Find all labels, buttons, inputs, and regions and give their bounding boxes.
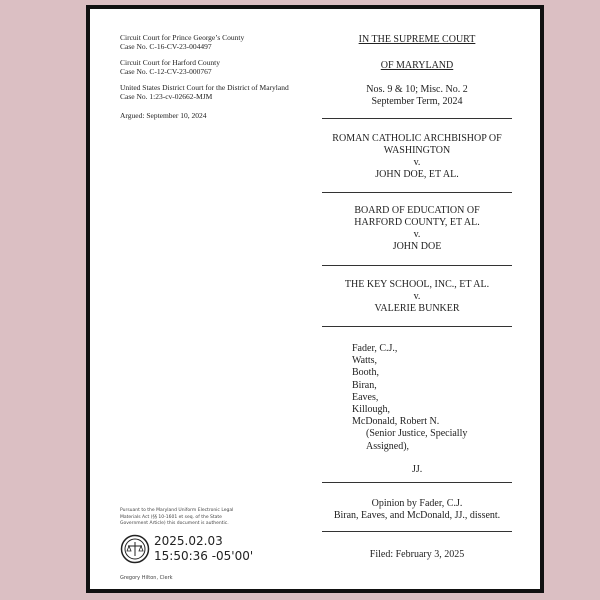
lower-court-1 xyxy=(120,33,244,51)
divider xyxy=(322,531,512,532)
argued-date: Argued: September 10, 2024 xyxy=(120,111,207,120)
signature-time: 15:50:36 -05'00' xyxy=(154,549,254,563)
signature-timestamp xyxy=(154,534,253,564)
party: JOHN DOE, ET AL. xyxy=(375,169,459,180)
judge: Watts, xyxy=(352,355,378,367)
court-name: Circuit Court for Prince George’s County xyxy=(120,33,245,42)
divider xyxy=(322,118,512,119)
court-name: United States District Court for the District of Maryland xyxy=(120,83,289,92)
party: VALERIE BUNKER xyxy=(374,303,460,314)
judge: Booth, xyxy=(352,367,379,379)
dissent: Biran, Eaves, and McDonald, JJ., dissent. xyxy=(333,510,501,521)
party: HARFORD COUNTY, ET AL. xyxy=(354,217,480,228)
judge: Eaves, xyxy=(352,391,379,403)
judges-list xyxy=(352,343,467,476)
cert-line: Pursuant to the Maryland Uniform Electronic Legal xyxy=(120,508,234,513)
judge: Assigned), xyxy=(366,440,410,452)
clerk-name: Gregory Hilton, Clerk xyxy=(120,575,173,581)
court-name: Circuit Court for Harford County xyxy=(120,58,220,67)
case-number: Case No. 1:23-cv-02662-MJM xyxy=(120,92,213,101)
party: THE KEY SCHOOL, INC., ET AL. xyxy=(344,279,490,290)
party: JOHN DOE xyxy=(392,241,442,252)
certification-text xyxy=(120,508,233,528)
filed-date: Filed: February 3, 2025 xyxy=(369,549,465,560)
divider xyxy=(322,265,512,266)
signature-date: 2025.02.03 xyxy=(154,534,223,548)
case-number: Case No. C-16-CV-23-004497 xyxy=(120,42,212,51)
case-caption-3 xyxy=(322,279,512,315)
versus: v. xyxy=(413,291,421,302)
judges-suffix: JJ. xyxy=(412,463,423,475)
divider xyxy=(322,192,512,193)
term: September Term, 2024 xyxy=(371,96,463,107)
opinion-by: Opinion by Fader, C.J. xyxy=(371,498,463,509)
versus: v. xyxy=(413,229,421,240)
court-title: IN THE SUPREME COURT xyxy=(358,34,476,45)
party: ROMAN CATHOLIC ARCHBISHOP OF xyxy=(332,133,502,144)
divider xyxy=(322,326,512,327)
judge: McDonald, Robert N. xyxy=(352,416,440,428)
court-seal-icon xyxy=(120,534,150,564)
judge: Fader, C.J., xyxy=(352,343,398,354)
divider xyxy=(322,482,512,483)
opinion-author xyxy=(322,498,512,522)
judge: Killough, xyxy=(352,404,391,416)
judge: Biran, xyxy=(352,379,377,391)
party: WASHINGTON xyxy=(383,145,451,156)
party: BOARD OF EDUCATION OF xyxy=(354,205,480,216)
judge: (Senior Justice, Specially xyxy=(366,428,468,440)
case-caption-2 xyxy=(322,205,512,253)
opinion-page xyxy=(86,5,544,593)
docket-numbers: Nos. 9 & 10; Misc. No. 2 xyxy=(366,84,468,95)
case-number: Case No. C-12-CV-23-000767 xyxy=(120,67,212,76)
lower-court-3 xyxy=(120,83,289,101)
case-caption-1 xyxy=(322,133,512,181)
lower-court-2 xyxy=(120,58,220,76)
cert-line: Materials Act (§§ 10-1601 et seq. of the State xyxy=(120,514,222,520)
versus: v. xyxy=(413,157,421,168)
cert-line: Government Article) this document is authentic. xyxy=(120,521,229,526)
court-state: OF MARYLAND xyxy=(380,60,454,71)
